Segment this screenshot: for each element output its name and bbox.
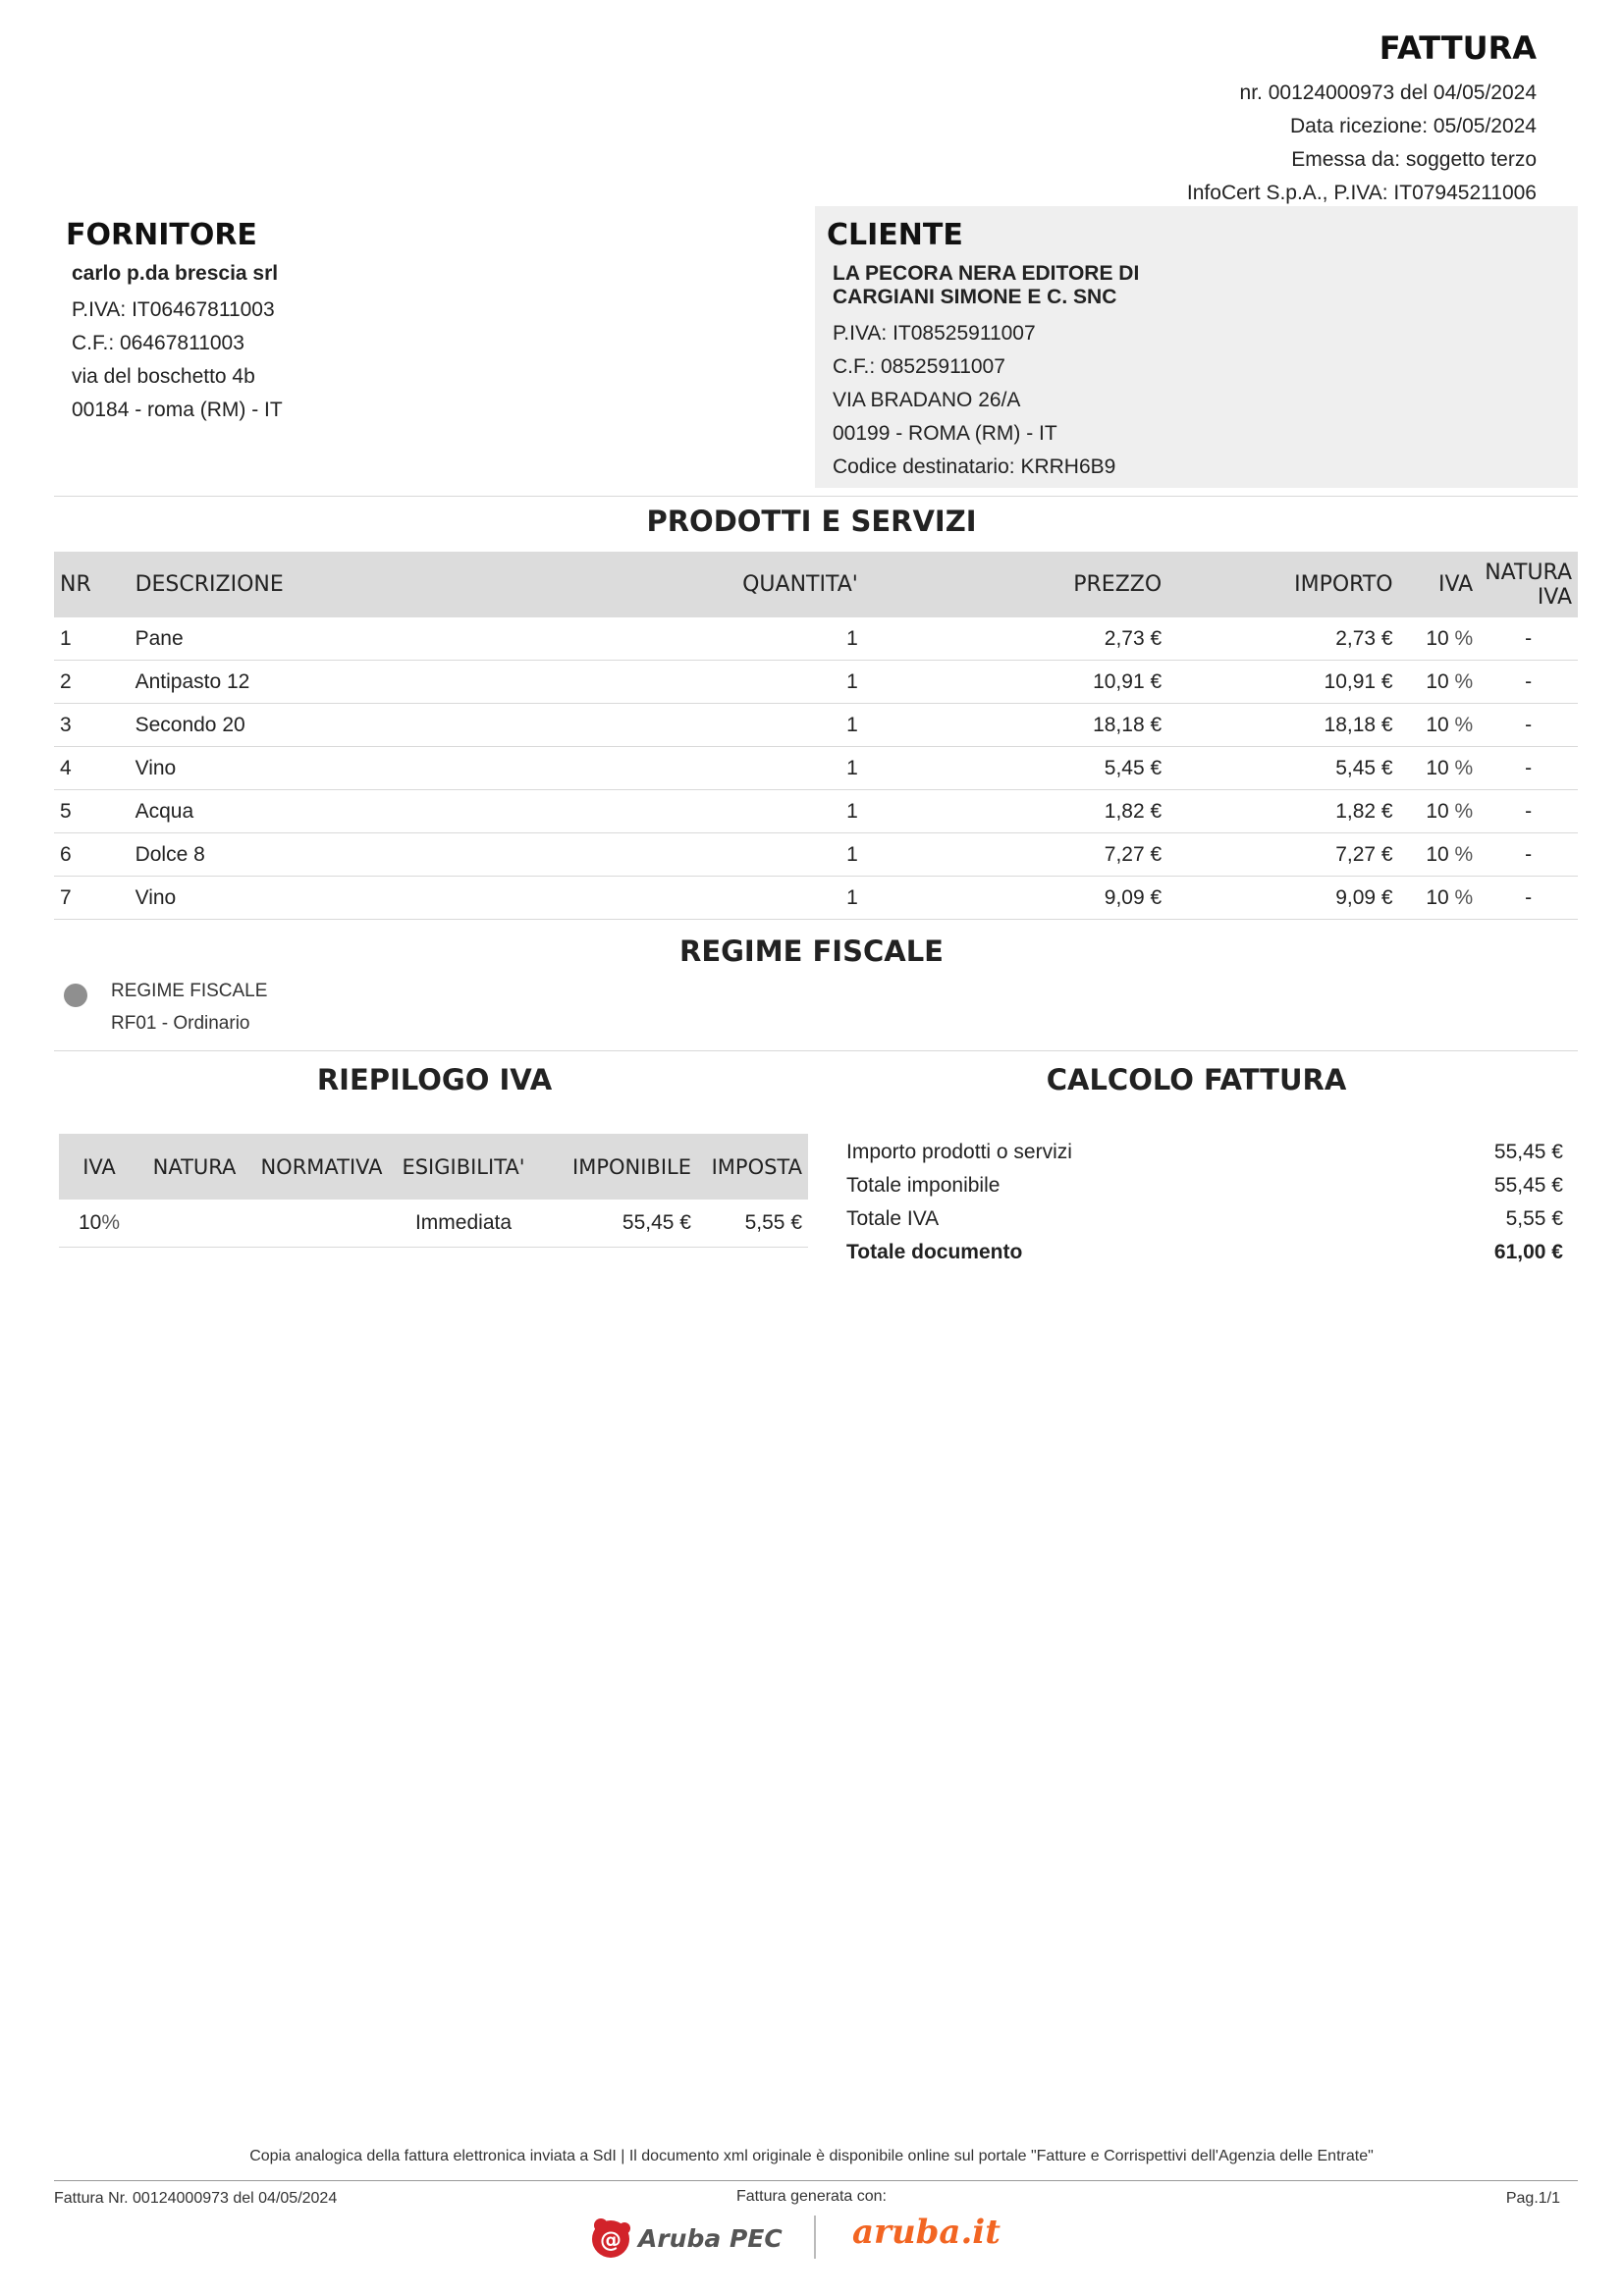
- row-vat: [1399, 877, 1480, 920]
- row-vat: [1399, 661, 1480, 704]
- col-imposta: IMPOSTA: [697, 1134, 808, 1200]
- client-name: LA PECORA NERA EDITORE DI CARGIANI SIMONE E C. SNC: [833, 262, 1140, 308]
- row-vat-nature: -: [1479, 877, 1578, 920]
- client-fiscal-code: C.F.: 08525911007: [833, 355, 1005, 378]
- issued-by: Emessa da: soggetto terzo: [1291, 148, 1537, 171]
- logo-separator: [814, 2216, 816, 2259]
- col-normativa: NORMATIVA: [249, 1134, 394, 1200]
- row-vat: [1399, 833, 1480, 877]
- calc-value: 55,45 €: [1493, 1141, 1563, 1163]
- client-title: CLIENTE: [827, 218, 963, 252]
- calc-label: Totale IVA: [846, 1207, 940, 1230]
- row-vat: [1399, 704, 1480, 747]
- products-title: PRODOTTI E SERVIZI: [646, 505, 977, 538]
- row-vat-nature: -: [1479, 704, 1578, 747]
- row-vat-nature: -: [1479, 661, 1578, 704]
- row-nr: 6: [54, 833, 130, 877]
- issuer-vat: InfoCert S.p.A., P.IVA: IT07945211006: [1186, 182, 1537, 204]
- col-vat-nature: NATURA IVA: [1479, 552, 1578, 617]
- row-nr: 5: [54, 790, 130, 833]
- row-quantity: 1: [647, 790, 864, 833]
- vat-rate-percent: %: [1454, 713, 1474, 736]
- calc-row-taxable: [846, 1169, 1563, 1202]
- calculation-block: [846, 1136, 1563, 1269]
- vat-rate: 10: [1426, 799, 1449, 823]
- vat-header-row: [59, 1134, 808, 1200]
- table-row: [54, 617, 1578, 661]
- vat-imponibile: 55,45 €: [533, 1200, 697, 1248]
- aruba-pec-logo: [589, 2216, 783, 2260]
- supplier-city: 00184 - roma (RM) - IT: [72, 399, 283, 421]
- row-amount: 1,82 €: [1167, 790, 1398, 833]
- footer-note: Copia analogica della fattura elettronica inviata a SdI | Il documento xml originale è disponibile online sul portale "Fatture e Corrispettivi dell'Agenzia delle Entrate": [249, 2148, 1374, 2164]
- footer-generated-with: Fattura generata con:: [736, 2188, 887, 2205]
- products-header-row: [54, 552, 1578, 617]
- supplier-fiscal-code: C.F.: 06467811003: [72, 332, 244, 354]
- row-nr: 2: [54, 661, 130, 704]
- calc-label: Importo prodotti o servizi: [846, 1141, 1072, 1163]
- invoice-header: [1187, 29, 1537, 210]
- footer-page-number: Pag.1/1: [1505, 2190, 1560, 2207]
- row-price: 9,09 €: [864, 877, 1167, 920]
- row-nr: 3: [54, 704, 130, 747]
- regime-value: RF01 - Ordinario: [111, 1013, 250, 1034]
- supplier-vat: P.IVA: IT06467811003: [72, 298, 275, 321]
- vat-rate-percent: %: [1454, 626, 1474, 650]
- row-description: Pane: [130, 617, 647, 661]
- row-nr: 1: [54, 617, 130, 661]
- circle-bullet-icon: [64, 984, 87, 1007]
- client-recipient-code: Codice destinatario: KRRH6B9: [833, 455, 1116, 478]
- supplier-block: [54, 206, 800, 491]
- vat-normativa: [249, 1200, 394, 1248]
- row-price: 7,27 €: [864, 833, 1167, 877]
- vat-rate: 10: [1426, 756, 1449, 779]
- row-amount: 5,45 €: [1167, 747, 1398, 790]
- row-price: 18,18 €: [864, 704, 1167, 747]
- col-vat: IVA: [1399, 552, 1480, 617]
- row-price: 1,82 €: [864, 790, 1167, 833]
- vat-rate-percent: %: [101, 1211, 121, 1234]
- calc-label: Totale documento: [846, 1241, 1023, 1263]
- vat-rate-percent: %: [1454, 799, 1474, 823]
- row-vat: [1399, 617, 1480, 661]
- row-quantity: 1: [647, 747, 864, 790]
- vat-imposta: 5,55 €: [697, 1200, 808, 1248]
- table-row: [54, 877, 1578, 920]
- col-natura: NATURA: [139, 1134, 249, 1200]
- table-row: [54, 833, 1578, 877]
- row-vat-nature: -: [1479, 790, 1578, 833]
- aruba-pec-logo-icon: [589, 2216, 634, 2260]
- col-imponibile: IMPONIBILE: [533, 1134, 697, 1200]
- client-block: [815, 206, 1578, 488]
- vat-rate: 10: [1426, 713, 1449, 736]
- row-quantity: 1: [647, 704, 864, 747]
- col-quantity: QUANTITA': [647, 552, 864, 617]
- vat-rate: 10: [1426, 885, 1449, 909]
- row-description: Secondo 20: [130, 704, 647, 747]
- row-amount: 18,18 €: [1167, 704, 1398, 747]
- client-city: 00199 - ROMA (RM) - IT: [833, 422, 1057, 445]
- col-description: DESCRIZIONE: [130, 552, 647, 617]
- row-description: Acqua: [130, 790, 647, 833]
- vat-esigibilita: Immediata: [394, 1200, 533, 1248]
- col-iva: IVA: [59, 1134, 139, 1200]
- row-quantity: 1: [647, 833, 864, 877]
- col-esigibilita: ESIGIBILITA': [394, 1134, 533, 1200]
- row-vat-nature: -: [1479, 617, 1578, 661]
- table-row: [54, 790, 1578, 833]
- row-quantity: 1: [647, 661, 864, 704]
- row-vat-nature: -: [1479, 747, 1578, 790]
- regime-label: REGIME FISCALE: [111, 981, 268, 1001]
- row-amount: 7,27 €: [1167, 833, 1398, 877]
- vat-rate-percent: %: [1454, 756, 1474, 779]
- regime-title: REGIME FISCALE: [678, 934, 944, 968]
- row-price: 2,73 €: [864, 617, 1167, 661]
- col-price: PREZZO: [864, 552, 1167, 617]
- row-vat-nature: -: [1479, 833, 1578, 877]
- receipt-date: Data ricezione: 05/05/2024: [1289, 115, 1537, 137]
- row-description: Dolce 8: [130, 833, 647, 877]
- document-title: FATTURA: [1379, 29, 1537, 67]
- footer-invoice-ref: Fattura Nr. 00124000973 del 04/05/2024: [54, 2190, 338, 2207]
- svg-text:@: @: [600, 2228, 622, 2253]
- products-table: [54, 552, 1578, 920]
- aruba-it-logo: aruba.it: [852, 2213, 1001, 2252]
- supplier-name: carlo p.da brescia srl: [72, 262, 279, 285]
- row-vat: [1399, 790, 1480, 833]
- row-price: 5,45 €: [864, 747, 1167, 790]
- vat-rate: 10: [1426, 626, 1449, 650]
- row-vat: [1399, 747, 1480, 790]
- table-row: [59, 1200, 808, 1248]
- table-row: [54, 704, 1578, 747]
- row-description: Vino: [130, 877, 647, 920]
- calc-row-vat: [846, 1202, 1563, 1236]
- supplier-address: via del boschetto 4b: [72, 365, 255, 388]
- supplier-title: FORNITORE: [66, 218, 257, 252]
- vat-rate: 10: [78, 1211, 102, 1234]
- row-price: 10,91 €: [864, 661, 1167, 704]
- calc-row-total: [846, 1236, 1563, 1269]
- vat-rate-percent: %: [1454, 885, 1474, 909]
- calc-value: 5,55 €: [1505, 1207, 1563, 1230]
- client-vat: P.IVA: IT08525911007: [833, 322, 1036, 345]
- table-row: [54, 747, 1578, 790]
- client-address: VIA BRADANO 26/A: [833, 389, 1021, 411]
- row-nr: 7: [54, 877, 130, 920]
- calc-value: 55,45 €: [1493, 1174, 1563, 1197]
- row-amount: 10,91 €: [1167, 661, 1398, 704]
- vat-natura: [139, 1200, 249, 1248]
- vat-rate: 10: [1426, 842, 1449, 866]
- row-nr: 4: [54, 747, 130, 790]
- row-description: Antipasto 12: [130, 661, 647, 704]
- row-description: Vino: [130, 747, 647, 790]
- calc-row-products: [846, 1136, 1563, 1169]
- row-amount: 9,09 €: [1167, 877, 1398, 920]
- col-amount: IMPORTO: [1167, 552, 1398, 617]
- row-quantity: 1: [647, 617, 864, 661]
- calc-value: 61,00 €: [1493, 1241, 1563, 1263]
- aruba-pec-logo-text: Aruba PEC: [638, 2223, 783, 2253]
- vat-summary-title: RIEPILOGO IVA: [316, 1063, 553, 1096]
- table-row: [54, 661, 1578, 704]
- divider: [54, 496, 1578, 497]
- vat-rate-percent: %: [1454, 669, 1474, 693]
- divider: [54, 1050, 1578, 1051]
- calculation-title: CALCOLO FATTURA: [1046, 1063, 1347, 1096]
- vat-summary-table: [59, 1134, 808, 1248]
- calc-label: Totale imponibile: [846, 1174, 1001, 1197]
- vat-rate-percent: %: [1454, 842, 1474, 866]
- row-amount: 2,73 €: [1167, 617, 1398, 661]
- row-quantity: 1: [647, 877, 864, 920]
- vat-rate: 10: [1426, 669, 1449, 693]
- footer-divider: [54, 2180, 1578, 2181]
- col-nr: NR: [54, 552, 130, 617]
- invoice-number: nr. 00124000973 del 04/05/2024: [1239, 81, 1537, 104]
